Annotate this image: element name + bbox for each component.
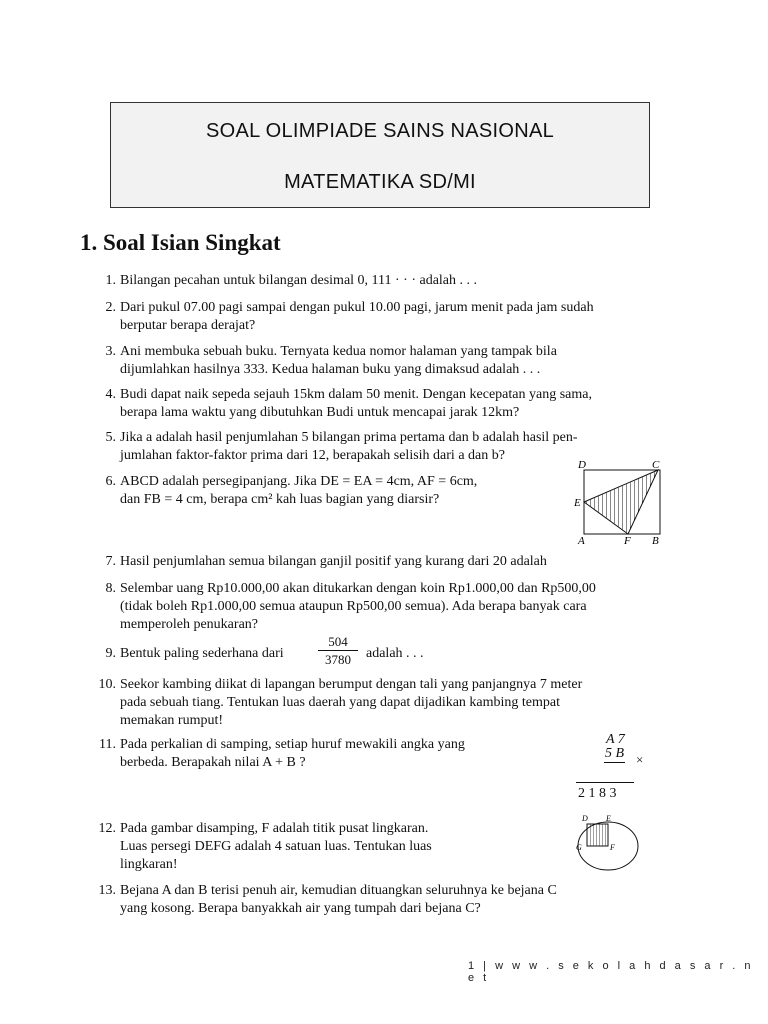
label-c: C: [652, 459, 660, 471]
question-number: 11.: [99, 737, 116, 752]
question-text: Pada perkalian di samping, setiap huruf mewakili angka yang: [120, 737, 465, 752]
question-text: Bejana A dan B terisi penuh air, kemudian dituangkan seluruhnya ke bejana C: [120, 883, 557, 898]
question-text: Budi dapat naik sepeda sejauh 15km dalam 50 menit. Dengan kecepatan yang sama,: [120, 387, 592, 402]
multiplication-result: 2 1 8 3: [578, 786, 617, 801]
question-number: 7.: [105, 554, 116, 569]
fraction-denominator: 3780: [318, 650, 358, 668]
question-text: ABCD adalah persegipanjang. Jika DE = EA = 4cm, AF = 6cm,: [120, 474, 478, 489]
figure-circle-square: [572, 812, 644, 874]
question-number: 10.: [98, 677, 116, 692]
fraction-numerator: 504: [328, 634, 348, 649]
question-number: 13.: [98, 883, 116, 898]
question-text: Bilangan pecahan untuk bilangan desimal 0, 111 · · · adalah . . .: [120, 273, 478, 288]
result-line: [576, 782, 634, 783]
label-d: D: [578, 459, 586, 471]
question-text: memakan rumput!: [120, 713, 224, 728]
question-text: Dari pukul 07.00 pagi sampai dengan pukul 10.00 pagi, jarum menit pada jam sudah: [120, 300, 594, 315]
label-e: E: [574, 497, 581, 509]
section-title: 1. Soal Isian Singkat: [80, 230, 281, 255]
question-text: pada sebuah tiang. Tentukan luas daerah yang dapat dijadikan kambing tempat: [120, 695, 561, 710]
question-text: Luas persegi DEFG adalah 4 satuan luas. Tentukan luas: [120, 839, 432, 854]
question-number: 12.: [98, 821, 116, 836]
question-text: Selembar uang Rp10.000,00 akan ditukarkan dengan koin Rp1.000,00 dan Rp500,00: [120, 581, 596, 596]
question-text: Hasil penjumlahan semua bilangan ganjil positif yang kurang dari 20 adalah: [120, 554, 547, 569]
question-number: 4.: [105, 387, 116, 402]
document-title: SOAL OLIMPIADE SAINS NASIONAL: [205, 120, 555, 142]
question-number: 3.: [105, 344, 116, 359]
label-d: D: [582, 814, 588, 823]
question-number: 8.: [105, 581, 116, 596]
question-text: yang kosong. Berapa banyakkah air yang tumpah dari bejana C?: [120, 901, 481, 916]
question-text: memperoleh penukaran?: [120, 617, 258, 632]
question-text: dan FB = 4 cm, berapa cm² kah luas bagian yang diarsir?: [120, 492, 440, 507]
label-e: E: [606, 814, 611, 823]
question-text: Jika a adalah hasil penjumlahan 5 bilangan prima pertama dan b adalah hasil pen-: [120, 430, 578, 445]
figure-rectangle-abcd: [570, 458, 670, 548]
label-a: A: [578, 535, 585, 547]
question-number: 9.: [105, 646, 116, 661]
multiplication-operator: ×: [636, 752, 644, 767]
square-defg: [587, 824, 608, 846]
question-text: Ani membuka sebuah buku. Ternyata kedua nomor halaman yang tampak bila: [120, 344, 557, 359]
label-f: F: [610, 843, 615, 852]
document-subtitle: MATEMATIKA SD/MI: [284, 171, 476, 193]
question-number: 6.: [105, 474, 116, 489]
label-f: F: [624, 535, 631, 547]
title-box: [110, 102, 650, 208]
question-text: (tidak boleh Rp1.000,00 semua ataupun Rp500,00 semua). Ada berapa banyak cara: [120, 599, 587, 614]
question-number: 1.: [105, 273, 116, 288]
page-footer: 1 | w w w . s e k o l a h d a s a r . n e t: [468, 960, 754, 984]
question-text: dijumlahkan hasilnya 333. Kedua halaman buku yang dimaksud adalah . . .: [120, 362, 541, 377]
label-b: B: [652, 535, 659, 547]
question-number: 5.: [105, 430, 116, 445]
label-g: G: [576, 843, 582, 852]
question-text: berapa lama waktu yang dibutuhkan Budi untuk mencapai jarak 12km?: [120, 405, 520, 420]
shaded-triangle: [584, 470, 658, 534]
multiplication-row-2: 5 B: [605, 746, 625, 761]
question-text: lingkaran!: [120, 857, 178, 872]
question-text: berputar berapa derajat?: [120, 318, 256, 333]
question-text: berbeda. Berapakah nilai A + B ?: [120, 755, 306, 770]
question-number: 2.: [105, 300, 116, 315]
question-text: Seekor kambing diikat di lapangan berumput dengan tali yang panjangnya 7 meter: [120, 677, 583, 692]
question-text: Pada gambar disamping, F adalah titik pusat lingkaran.: [120, 821, 429, 836]
question-text: Bentuk paling sederhana dari: [120, 646, 284, 661]
multiplication-row-1: A 7: [606, 732, 625, 747]
question-text: jumlahan faktor-faktor prima dari 12, berapakah selisih dari a dan b?: [120, 448, 505, 463]
question-text: adalah . . .: [366, 646, 424, 661]
fraction: [318, 633, 358, 668]
